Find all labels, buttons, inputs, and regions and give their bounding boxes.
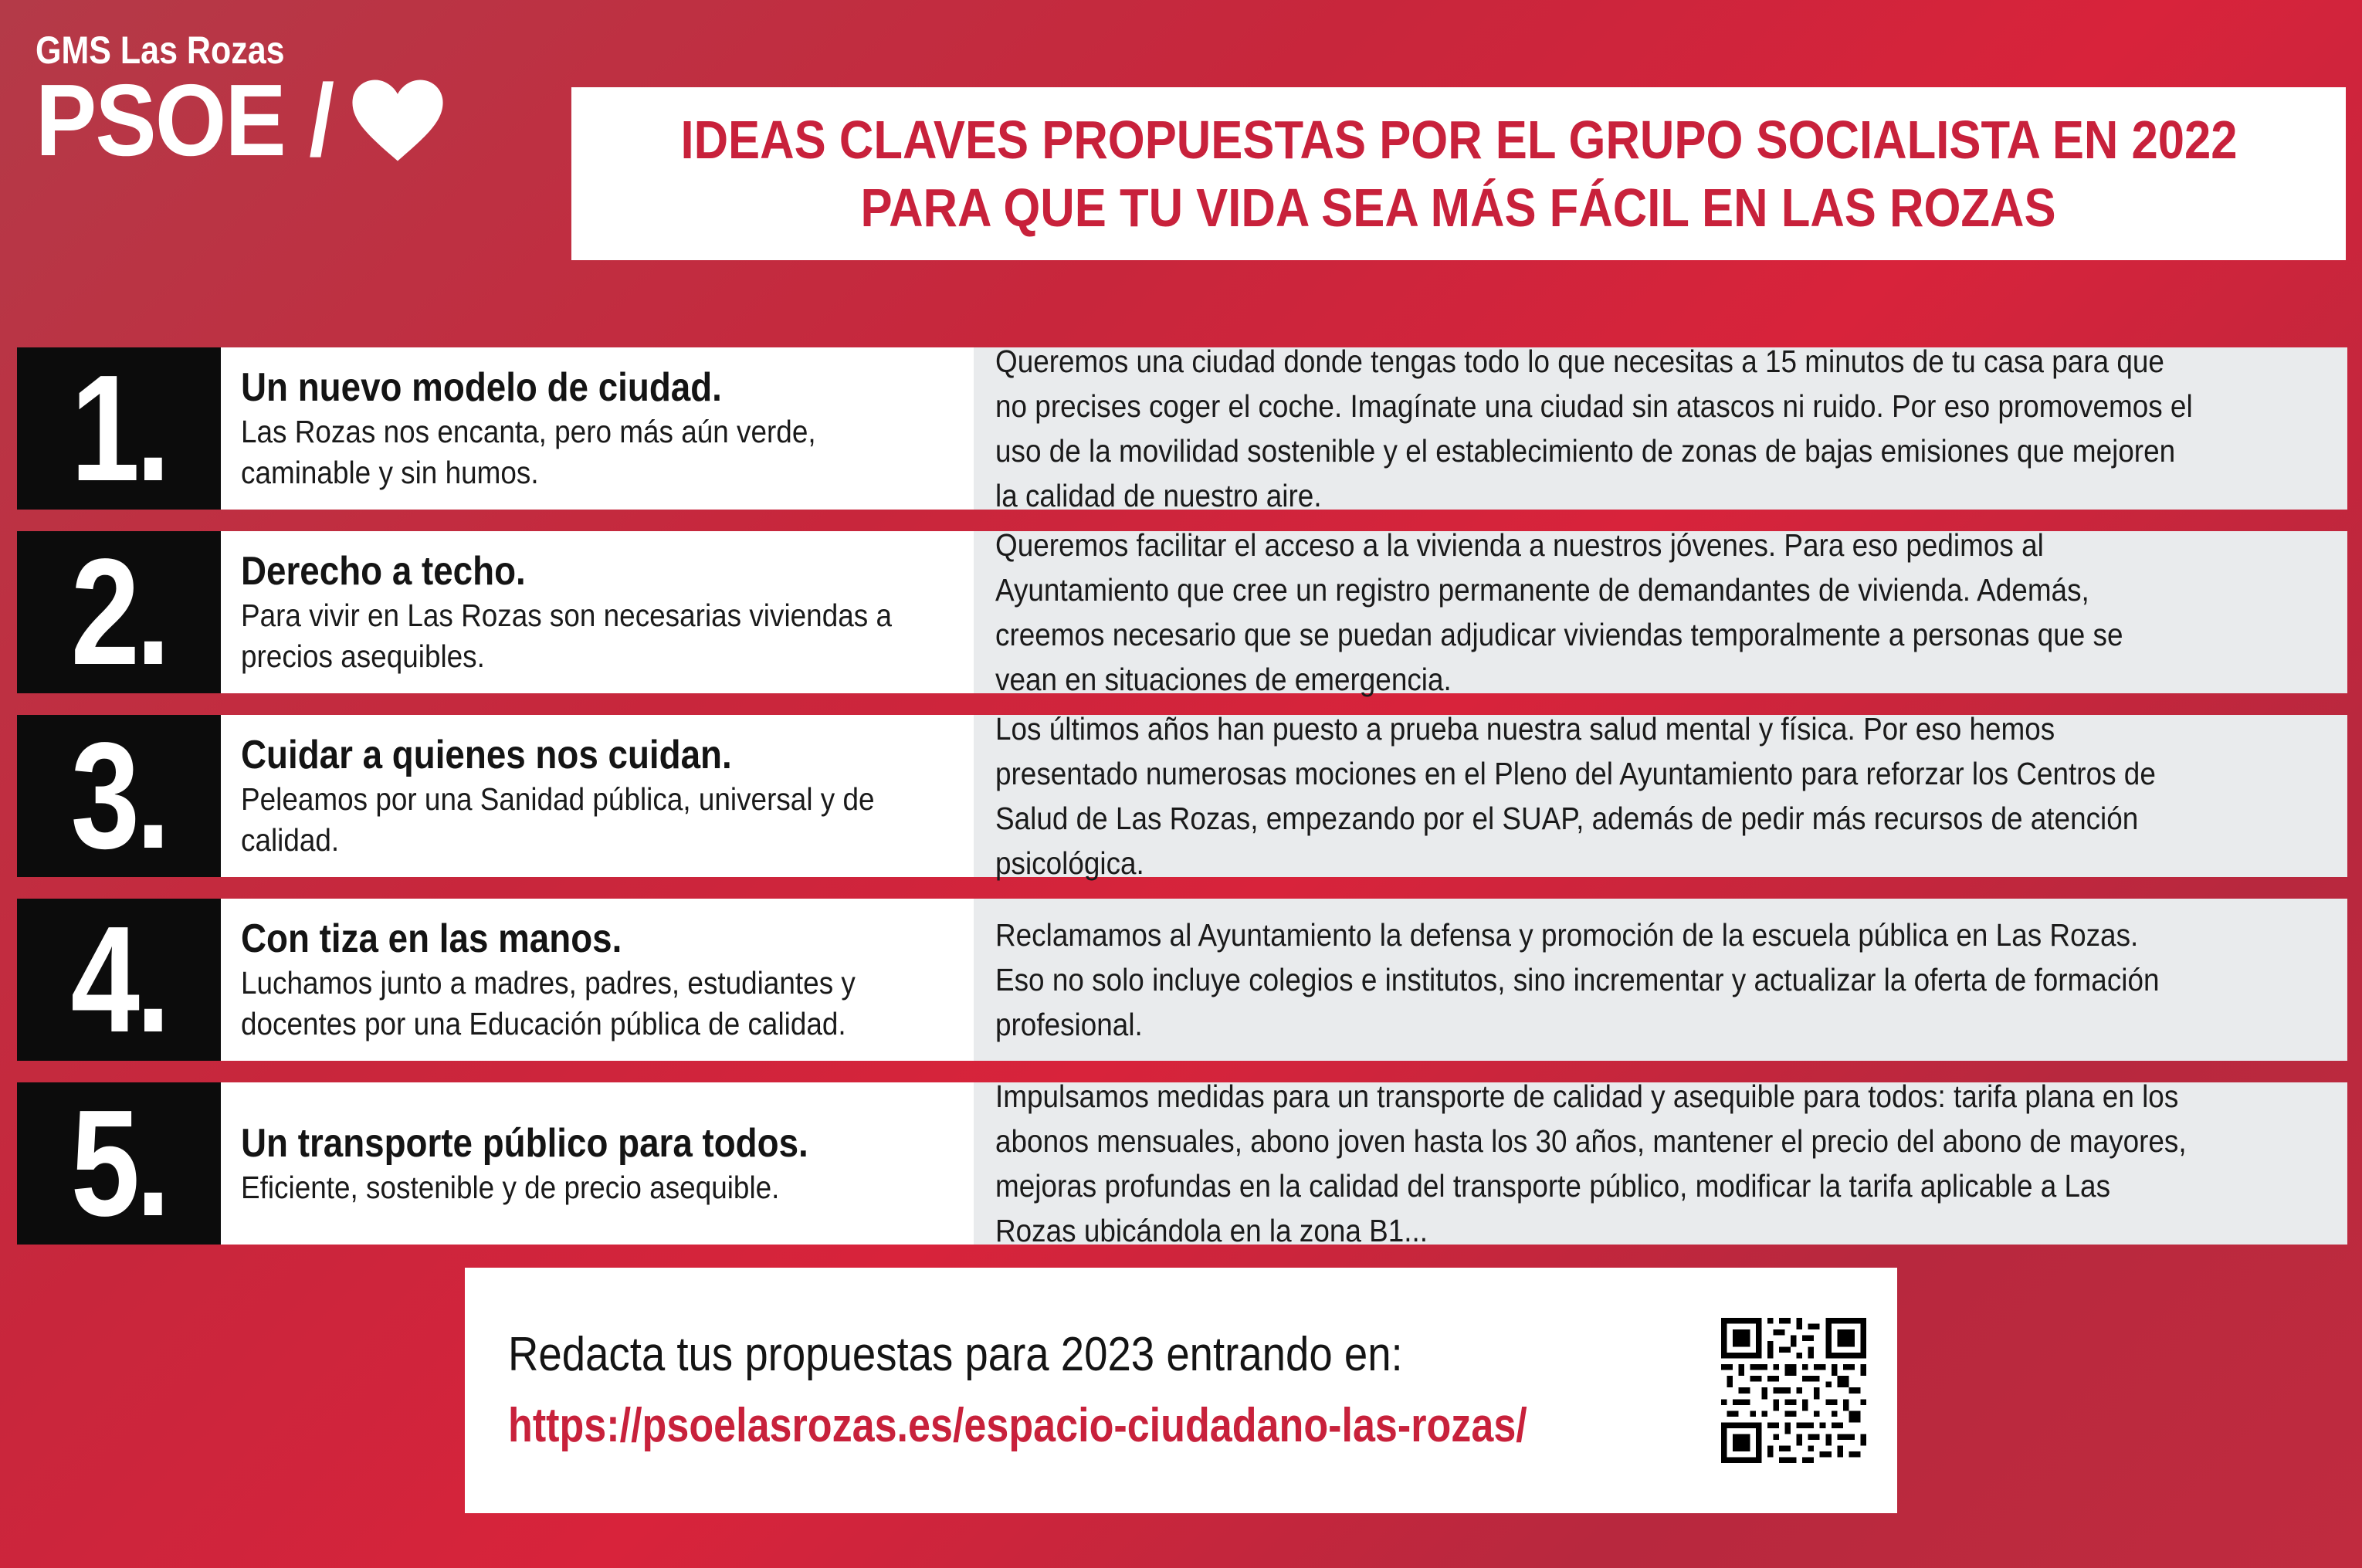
proposal-summary [221,899,974,1061]
page-title-line2: PARA QUE TU VIDA SEA MÁS FÁCIL EN LAS ROZAS [860,178,2057,238]
proposal-subtitle: Peleamos por una Sanidad pública, universal y de calidad. [241,781,875,858]
proposal-title: Con tiza en las manos. [241,916,622,961]
qr-code-icon[interactable] [1721,1294,1866,1487]
proposal-number: 4. [17,899,221,1061]
proposal-description-text: Queremos facilitar el acceso a la vivienda a nuestros jóvenes. Para eso pedimos al Ayuntamiento que cree un registro permanente de demandantes de vivienda. Además, creemos necesario que se puedan adjudicar viviendas temporalmente a personas que se vean en situaciones de emergencia. [995,527,2123,697]
proposal-description [974,1079,2347,1248]
proposal-summary [221,531,974,693]
proposal-row-4 [17,895,2347,1064]
cta-box [465,1268,1897,1513]
proposal-description [974,899,2347,1061]
proposal-number: 3. [17,715,221,877]
proposal-number: 1. [17,347,221,510]
proposal-description [974,527,2347,697]
cta-link[interactable]: https://psoelasrozas.es/espacio-ciudadano-las-rozas/ [508,1399,1527,1452]
proposal-description-text: Los últimos años han puesto a prueba nuestra salud mental y física. Por eso hemos presentado numerosas mociones en el Pleno del Ayuntamiento para reforzar los Centros de Salud de Las Rozas, empezando por el SUAP, además de pedir más recursos de atención psicológica. [995,711,2156,881]
proposal-description-text: Reclamamos al Ayuntamiento la defensa y promoción de la escuela pública en Las Rozas. Eso no solo incluye colegios e institutos, sino incrementar y actualizar la oferta de formación profesional. [995,917,2160,1042]
heart-icon [351,78,445,163]
proposal-number: 5. [17,1082,221,1245]
proposal-subtitle: Las Rozas nos encanta, pero más aún verde, caminable y sin humos. [241,414,816,490]
proposal-description [974,711,2347,881]
proposal-description-text: Queremos una ciudad donde tengas todo lo que necesitas a 15 minutos de tu casa para que no precises coger el coche. Imagínate una ciudad sin atascos ni ruido. Por eso promovemos el uso de la movilidad sostenible y el establecimiento de zonas de bajas emisiones que mejoren la calidad de nuestro aire. [995,344,2193,513]
brand-subtitle: GMS Las Rozas [36,29,285,72]
brand-main [36,63,445,177]
proposal-summary [221,347,974,510]
brand-logo [36,28,445,177]
proposal-subtitle: Para vivir en Las Rozas son necesarias viviendas a precios asequibles. [241,598,892,674]
cta-content [508,1319,1721,1461]
proposal-number: 2. [17,531,221,693]
page-title-line1: IDEAS CLAVES PROPUESTAS POR EL GRUPO SOCIALISTA EN 2022 [679,110,2238,170]
proposal-subtitle: Eficiente, sostenible y de precio asequible. [241,1169,780,1205]
proposal-title: Cuidar a quienes nos cuidan. [241,733,732,777]
proposal-summary [221,1082,974,1245]
proposal-row-1 [17,344,2347,513]
proposal-row-5 [17,1079,2347,1248]
cta-text: Redacta tus propuestas para 2023 entrando en: [508,1328,1403,1381]
proposal-title: Derecho a techo. [241,549,526,594]
proposal-title: Un nuevo modelo de ciudad. [241,365,722,410]
brand-name: PSOE / [36,63,334,177]
proposal-description [974,344,2347,513]
proposal-row-2 [17,527,2347,697]
header-title-box [571,87,2346,260]
proposal-title: Un transporte público para todos. [241,1120,808,1166]
proposal-subtitle: Luchamos junto a madres, padres, estudiantes y docentes por una Educación pública de calidad. [241,965,856,1041]
proposal-summary [221,715,974,877]
proposal-description-text: Impulsamos medidas para un transporte de calidad y asequible para todos: tarifa plana en los abonos mensuales, abono joven hasta los 30 años, mantener el precio del abono de mayores, mejoras profundas en la calidad del transporte público, modificar la tarifa aplicable a Las Rozas ubicándola en la zona B1... [995,1079,2187,1248]
proposal-row-3 [17,711,2347,881]
